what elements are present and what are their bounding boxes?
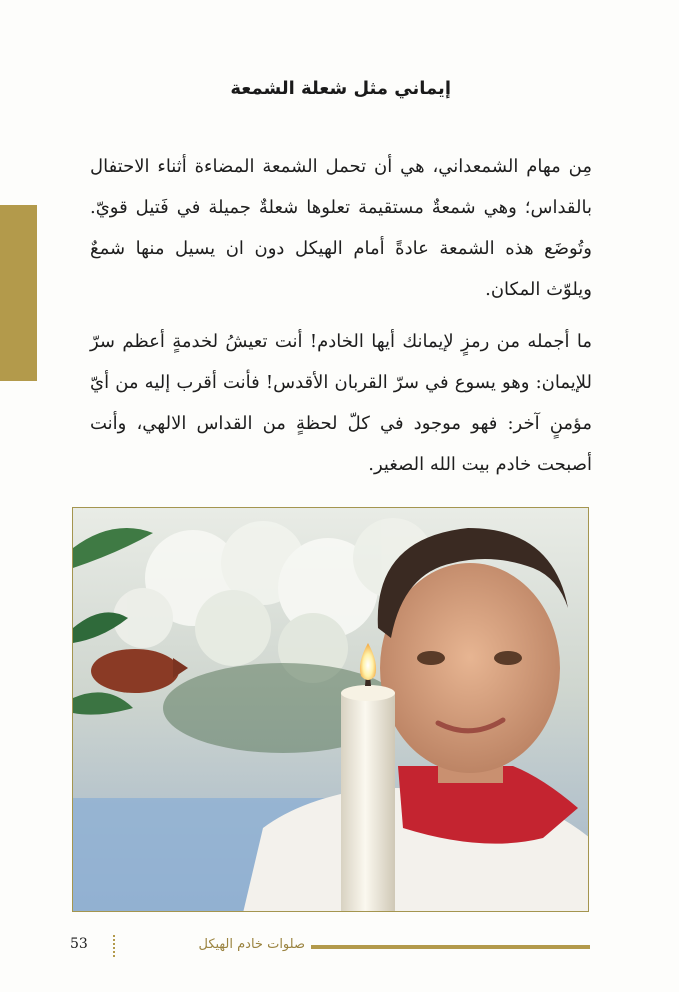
footer-dotted-separator (113, 935, 118, 957)
footer-rule (290, 945, 590, 949)
page-number: 53 (70, 936, 88, 952)
footer-book-title: صلوات خادم الهيكل (135, 937, 311, 952)
photo-illustration (73, 508, 589, 912)
altar-server-photo (72, 507, 589, 912)
page-title: إيماني مثل شعلة الشمعة (230, 78, 451, 99)
paragraph-2: ما أجمله من رمزٍ لإيمانك أيها الخادم! أنت تعيشُ لخدمةٍ أعظم سرّ للإيمان: وهو يسوع في سرّ القربان الأقدس! فأنت أقرب إليه من أيّ مؤمنٍ آخر: فهو موجود في كلّ لحظةٍ من القداس الالهي، وأنت أصبحت خادم بيت الله الصغير. (90, 331, 592, 475)
side-tab-marker (0, 205, 37, 381)
paragraph-1: مِن مهام الشمعداني، هي أن تحمل الشمعة المضاءة أثناء الاحتفال بالقداس؛ وهي شمعةٌ مستقيمة تعلوها شعلةٌ جميلة في فَتيل قويّ. وتُوضَع هذه الشمعة عادةً أمام الهيكل دون ان يسيل منها شمعٌ ويلوّث المكان. (90, 156, 592, 300)
